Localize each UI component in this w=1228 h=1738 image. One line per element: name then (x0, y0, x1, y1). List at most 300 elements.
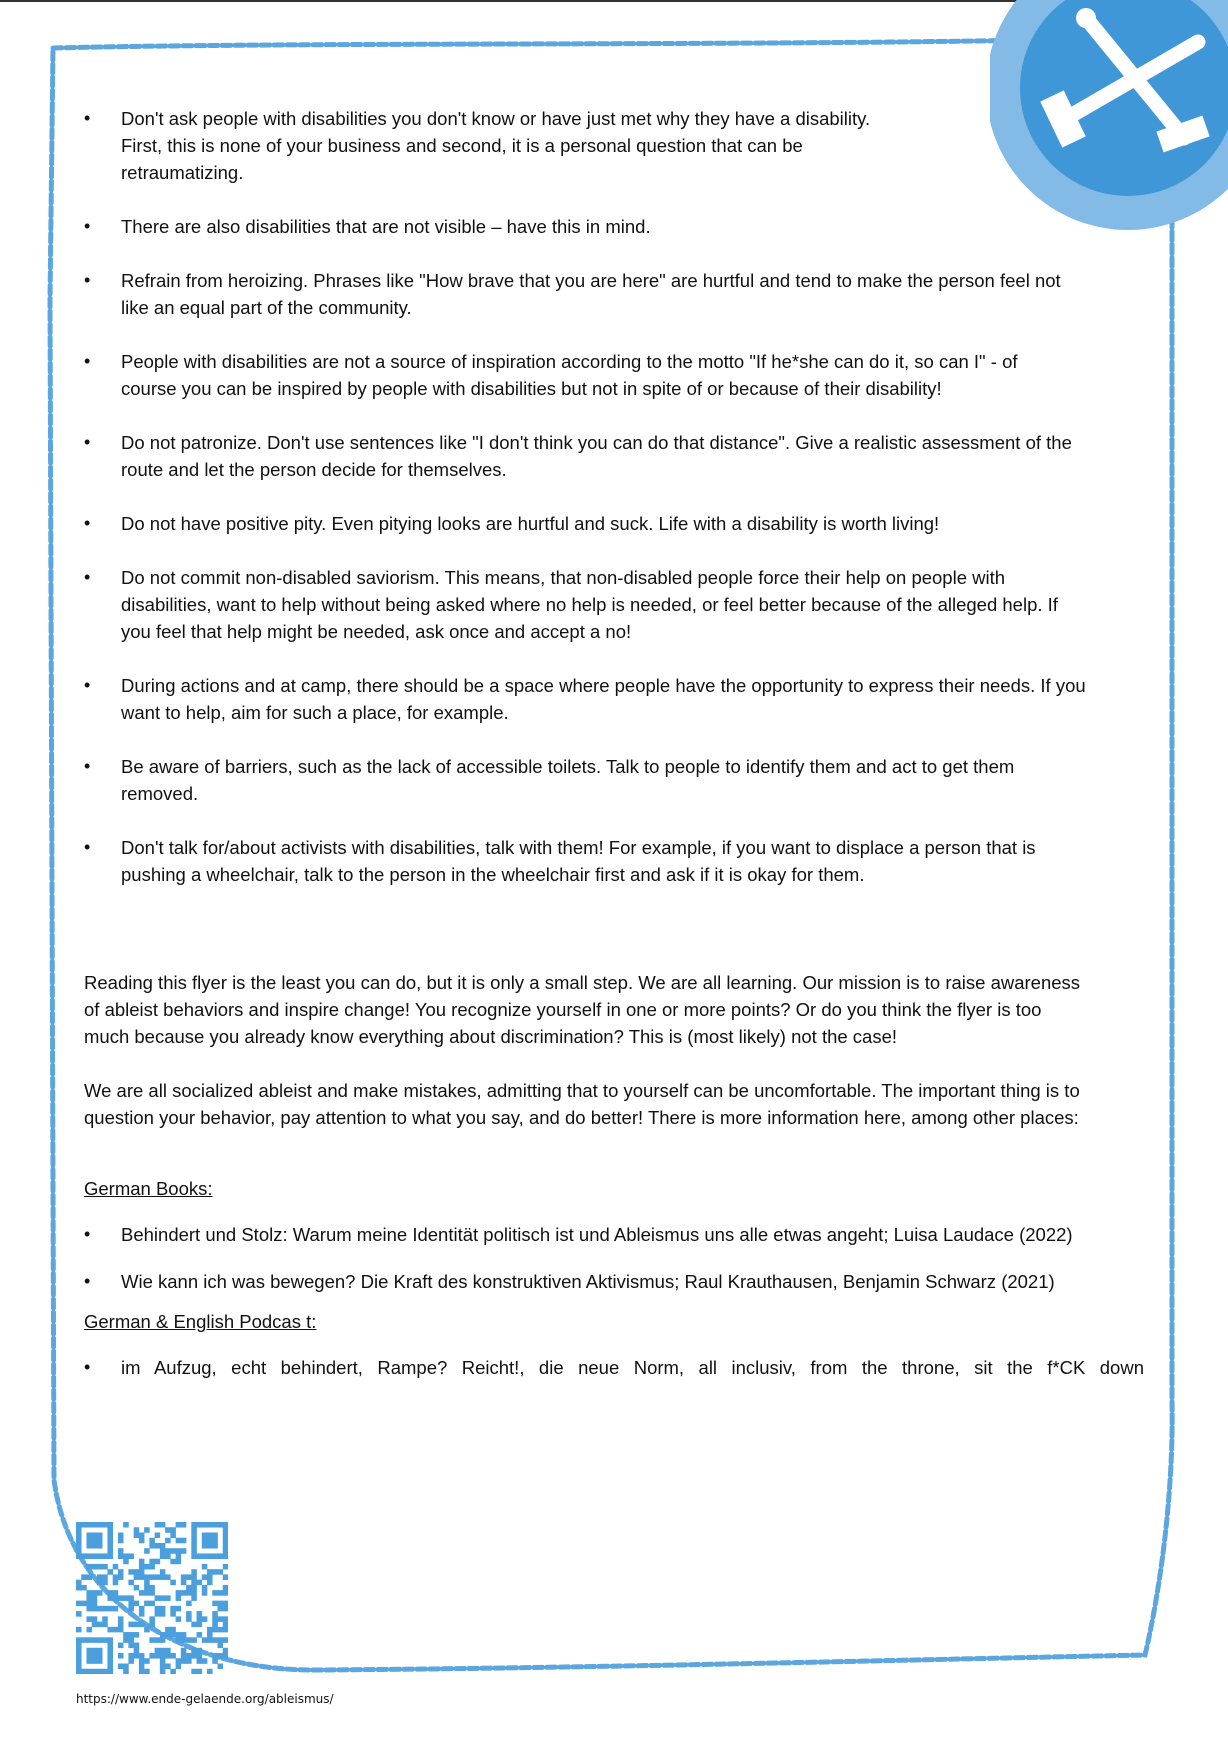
qr-module (223, 1606, 228, 1612)
qr-module (144, 1627, 150, 1633)
tip-line: pushing a wheelchair, talk to the person in the wheelchair first and ask if it is okay for them. (121, 864, 865, 885)
qr-module (128, 1658, 134, 1664)
qr-module (107, 1653, 113, 1659)
qr-module (76, 1627, 82, 1633)
closing-paragraph-2 (84, 1077, 1144, 1131)
podcasts-heading: German & English Podcas t: (84, 1311, 317, 1332)
qr-module (223, 1585, 228, 1591)
qr-module (207, 1637, 213, 1643)
qr-module (123, 1669, 129, 1674)
qr-module (144, 1574, 150, 1580)
qr-code[interactable] (76, 1522, 228, 1674)
qr-module (86, 1543, 92, 1549)
qr-module (76, 1538, 82, 1544)
tip-item (84, 564, 1144, 645)
qr-module (207, 1580, 213, 1586)
tip-line: First, this is none of your business and second, it is a personal question that can be (121, 135, 803, 156)
qr-module (86, 1595, 92, 1601)
qr-module (76, 1643, 82, 1649)
tip-line: • Do not commit non-disabled saviorism. This means, that non-disabled people force their help on people with (121, 567, 1006, 588)
qr-module (176, 1632, 182, 1638)
qr-module (170, 1653, 176, 1659)
qr-module (207, 1553, 213, 1559)
qr-module (76, 1553, 82, 1559)
qr-module (134, 1643, 140, 1649)
qr-module (155, 1653, 161, 1659)
qr-module (139, 1622, 145, 1628)
qr-module (107, 1553, 113, 1559)
qr-module (113, 1595, 119, 1601)
qr-module (165, 1527, 171, 1533)
qr-module (139, 1664, 145, 1670)
qr-module (118, 1569, 124, 1575)
qr-module (139, 1538, 145, 1544)
qr-module (186, 1601, 192, 1607)
qr-module (212, 1627, 218, 1633)
qr-module (212, 1622, 218, 1628)
qr-module (218, 1627, 224, 1633)
qr-module (176, 1538, 182, 1544)
qr-module (212, 1543, 218, 1549)
qr-module (170, 1559, 176, 1565)
qr-module (107, 1606, 113, 1612)
qr-module (76, 1580, 82, 1586)
qr-module (123, 1632, 129, 1638)
qr-module (176, 1664, 182, 1670)
qr-module (223, 1527, 228, 1533)
qr-module (134, 1532, 140, 1538)
qr-module (212, 1653, 218, 1659)
qr-module (165, 1553, 171, 1559)
qr-module (102, 1553, 108, 1559)
qr-module (202, 1574, 208, 1580)
qr-module (86, 1590, 92, 1596)
qr-module (92, 1616, 98, 1622)
qr-module (207, 1574, 213, 1580)
footer-url[interactable]: https://www.ende-gelaende.org/ableismus/ (76, 1692, 334, 1706)
qr-module (92, 1653, 98, 1659)
qr-module (212, 1658, 218, 1664)
qr-module (218, 1601, 224, 1607)
qr-module (223, 1553, 228, 1559)
qr-module (149, 1616, 155, 1622)
qr-module (107, 1548, 113, 1554)
qr-module (212, 1532, 218, 1538)
qr-module (218, 1653, 224, 1659)
qr-module (107, 1532, 113, 1538)
qr-module (128, 1569, 134, 1575)
qr-module (191, 1527, 197, 1533)
qr-module (128, 1622, 134, 1628)
qr-module (160, 1637, 166, 1643)
qr-module (223, 1543, 228, 1549)
qr-module (191, 1622, 197, 1628)
tip-line: • During actions and at camp, there should be a space where people have the opportunity to express their needs. If you (121, 675, 1086, 696)
qr-module (76, 1543, 82, 1549)
qr-module (191, 1574, 197, 1580)
qr-module (202, 1590, 208, 1596)
qr-module (81, 1522, 87, 1528)
qr-module (149, 1585, 155, 1591)
qr-module (128, 1580, 134, 1586)
qr-module (223, 1627, 228, 1633)
qr-module (202, 1585, 208, 1591)
qr-module (155, 1648, 161, 1654)
qr-module (76, 1669, 82, 1674)
qr-module (186, 1611, 192, 1617)
tip-item (84, 510, 1144, 537)
qr-module (197, 1611, 203, 1617)
qr-module (76, 1664, 82, 1670)
qr-module (218, 1643, 224, 1649)
qr-module (76, 1658, 82, 1664)
qr-module (181, 1522, 187, 1528)
qr-module (176, 1637, 182, 1643)
qr-module (144, 1580, 150, 1586)
qr-module (181, 1538, 187, 1544)
qr-module (218, 1569, 224, 1575)
qr-module (97, 1590, 103, 1596)
qr-module (128, 1595, 134, 1601)
qr-module (102, 1574, 108, 1580)
qr-module (197, 1658, 203, 1664)
tip-line: • People with disabilities are not a source of inspiration according to the motto "If he*she can do it, so can I" - of (121, 351, 1018, 372)
qr-module (202, 1538, 208, 1544)
qr-module (107, 1595, 113, 1601)
qr-module (181, 1653, 187, 1659)
qr-module (76, 1532, 82, 1538)
qr-module (181, 1548, 187, 1554)
closing-line: of ableist behaviors and inspire change! You recognize yourself in one or more points? Or do you think the flyer is too (84, 999, 1042, 1020)
qr-module (170, 1611, 176, 1617)
qr-module (97, 1553, 103, 1559)
qr-module (176, 1606, 182, 1612)
qr-module (86, 1637, 92, 1643)
qr-module (97, 1669, 103, 1674)
qr-module (139, 1669, 145, 1674)
qr-module (191, 1548, 197, 1554)
qr-module (81, 1585, 87, 1591)
qr-module (207, 1532, 213, 1538)
tip-item (84, 834, 1144, 888)
qr-module (176, 1553, 182, 1559)
qr-module (102, 1580, 108, 1586)
closing-line: question your behavior, pay attention to what you say, and do better! There is more information here, among other places: (84, 1107, 1079, 1128)
qr-module (191, 1543, 197, 1549)
qr-module (92, 1601, 98, 1607)
qr-module (212, 1590, 218, 1596)
qr-module (176, 1590, 182, 1596)
qr-module (128, 1632, 134, 1638)
qr-module (144, 1564, 150, 1570)
qr-module (86, 1606, 92, 1612)
qr-module (139, 1606, 145, 1612)
qr-module (118, 1574, 124, 1580)
qr-module (139, 1653, 145, 1659)
qr-module (102, 1616, 108, 1622)
qr-module (86, 1601, 92, 1607)
qr-module (218, 1616, 224, 1622)
tip-line: • Refrain from heroizing. Phrases like "How brave that you are here" are hurtful and tend to make the person feel not (121, 270, 1061, 291)
tip-item (84, 213, 1144, 240)
qr-module (134, 1574, 140, 1580)
qr-module (170, 1527, 176, 1533)
tip-item (84, 105, 1144, 186)
qr-module (144, 1548, 150, 1554)
qr-module (160, 1569, 166, 1575)
qr-module (165, 1653, 171, 1659)
qr-module (176, 1595, 182, 1601)
qr-module (212, 1611, 218, 1617)
qr-module (107, 1627, 113, 1633)
tips-list (84, 105, 1144, 888)
qr-module (107, 1669, 113, 1674)
books-list (84, 1221, 1144, 1295)
qr-module (223, 1637, 228, 1643)
qr-module (118, 1548, 124, 1554)
tip-line: like an equal part of the community. (121, 297, 412, 318)
tip-item (84, 753, 1144, 807)
qr-module (92, 1564, 98, 1570)
qr-module (92, 1658, 98, 1664)
qr-module (191, 1532, 197, 1538)
qr-module (149, 1601, 155, 1607)
tip-line: • Don't talk for/about activists with disabilities, talk with them! For example, if you want to displace a person that is (121, 837, 1036, 858)
qr-module (160, 1648, 166, 1654)
tip-line: removed. (121, 783, 199, 804)
qr-module (113, 1606, 119, 1612)
qr-module (86, 1658, 92, 1664)
qr-module (149, 1538, 155, 1544)
qr-module (149, 1559, 155, 1565)
qr-module (92, 1590, 98, 1596)
qr-module (170, 1669, 176, 1674)
qr-module (181, 1648, 187, 1654)
qr-module (97, 1543, 103, 1549)
qr-module (212, 1637, 218, 1643)
qr-module (102, 1564, 108, 1570)
qr-module (102, 1669, 108, 1674)
qr-module (160, 1543, 166, 1549)
qr-module (207, 1627, 213, 1633)
qr-module (155, 1606, 161, 1612)
qr-module (97, 1606, 103, 1612)
qr-module (197, 1669, 203, 1674)
qr-module (223, 1548, 228, 1554)
qr-module (139, 1574, 145, 1580)
tip-line: disabilities, want to help without being asked where no help is needed, or feel better because of the alleged help. If (121, 594, 1058, 615)
qr-module (197, 1653, 203, 1659)
qr-module (86, 1648, 92, 1654)
qr-module (107, 1643, 113, 1649)
qr-module (181, 1580, 187, 1586)
qr-module (197, 1632, 203, 1638)
qr-module (107, 1527, 113, 1533)
qr-module (118, 1595, 124, 1601)
qr-module (97, 1637, 103, 1643)
qr-module (149, 1564, 155, 1570)
qr-module (139, 1532, 145, 1538)
qr-module (191, 1580, 197, 1586)
qr-module (155, 1574, 161, 1580)
qr-module (144, 1585, 150, 1591)
qr-module (107, 1543, 113, 1549)
qr-module (212, 1569, 218, 1575)
qr-module (191, 1538, 197, 1544)
qr-module (155, 1611, 161, 1617)
qr-module (92, 1522, 98, 1528)
qr-module (223, 1574, 228, 1580)
qr-module (160, 1664, 166, 1670)
qr-module (181, 1632, 187, 1638)
qr-module (176, 1522, 182, 1528)
qr-module (81, 1601, 87, 1607)
qr-module (176, 1548, 182, 1554)
qr-module (118, 1538, 124, 1544)
qr-module (134, 1601, 140, 1607)
qr-module (155, 1559, 161, 1565)
qr-module (107, 1538, 113, 1544)
qr-module (92, 1669, 98, 1674)
qr-module (134, 1569, 140, 1575)
books-heading: German Books: (84, 1178, 213, 1199)
qr-module (202, 1532, 208, 1538)
qr-module (107, 1522, 113, 1528)
qr-module (160, 1548, 166, 1554)
qr-module (155, 1543, 161, 1549)
qr-module (212, 1616, 218, 1622)
qr-module (149, 1622, 155, 1628)
qr-module (223, 1653, 228, 1659)
qr-module (97, 1538, 103, 1544)
qr-module (107, 1648, 113, 1654)
tip-item (84, 429, 1144, 483)
qr-module (86, 1522, 92, 1528)
qr-module (223, 1622, 228, 1628)
qr-module (212, 1522, 218, 1528)
qr-module (191, 1585, 197, 1591)
tip-line: want to help, aim for such a place, for example. (121, 702, 509, 723)
qr-module (181, 1658, 187, 1664)
qr-module (160, 1632, 166, 1638)
qr-module (92, 1553, 98, 1559)
qr-module (218, 1664, 224, 1670)
qr-module (113, 1574, 119, 1580)
book-item: • Wie kann ich was bewegen? Die Kraft des konstruktiven Aktivismus; Raul Krauthausen, Benjamin Schwarz (2021) (84, 1268, 1144, 1295)
qr-module (186, 1574, 192, 1580)
qr-module (218, 1606, 224, 1612)
qr-module (97, 1648, 103, 1654)
qr-module (202, 1637, 208, 1643)
qr-module (86, 1627, 92, 1633)
qr-module (97, 1522, 103, 1528)
qr-module (212, 1601, 218, 1607)
qr-module (139, 1611, 145, 1617)
qr-module (191, 1637, 197, 1643)
tip-line: • Do not have positive pity. Even pitying looks are hurtful and suck. Life with a disability is worth living! (121, 513, 940, 534)
qr-module (223, 1616, 228, 1622)
qr-module (134, 1653, 140, 1659)
qr-module (160, 1606, 166, 1612)
qr-module (170, 1632, 176, 1638)
qr-module (86, 1653, 92, 1659)
qr-module (191, 1648, 197, 1654)
closing-line: We are all socialized ableist and make mistakes, admitting that to yourself can be uncomfortable. The important thing is to (84, 1080, 1080, 1101)
qr-module (202, 1553, 208, 1559)
qr-module (76, 1527, 82, 1533)
qr-module (160, 1669, 166, 1674)
qr-module (181, 1637, 187, 1643)
qr-module (191, 1522, 197, 1528)
tip-line: you feel that help might be needed, ask once and accept a no! (121, 621, 632, 642)
tip-line: course you can be inspired by people with disabilities but not in spite of or because of their disability! (121, 378, 942, 399)
qr-module (123, 1522, 129, 1528)
qr-module (202, 1658, 208, 1664)
qr-module (160, 1611, 166, 1617)
qr-module (123, 1553, 129, 1559)
qr-module (170, 1532, 176, 1538)
qr-module (118, 1616, 124, 1622)
qr-module (86, 1553, 92, 1559)
qr-module (128, 1653, 134, 1659)
qr-module (207, 1632, 213, 1638)
qr-module (81, 1669, 87, 1674)
qr-module (86, 1616, 92, 1622)
qr-module (134, 1527, 140, 1533)
qr-module (92, 1622, 98, 1628)
qr-module (113, 1580, 119, 1586)
qr-module (218, 1637, 224, 1643)
tip-line: • There are also disabilities that are not visible – have this in mind. (121, 216, 651, 237)
qr-module (202, 1543, 208, 1549)
qr-module (223, 1538, 228, 1544)
qr-module (191, 1595, 197, 1601)
qr-module (160, 1653, 166, 1659)
qr-module (81, 1553, 87, 1559)
qr-module (139, 1658, 145, 1664)
qr-module (223, 1601, 228, 1607)
qr-module (139, 1569, 145, 1575)
qr-module (176, 1559, 182, 1565)
tip-item (84, 672, 1144, 726)
qr-module (165, 1632, 171, 1638)
qr-module (144, 1658, 150, 1664)
qr-module (139, 1564, 145, 1570)
tip-line: • Don't ask people with disabilities you don't know or have just met why they have a disability. (121, 108, 871, 129)
qr-module (86, 1574, 92, 1580)
tip-line: retraumatizing. (121, 162, 244, 183)
qr-module (191, 1553, 197, 1559)
qr-module (81, 1574, 87, 1580)
qr-module (118, 1643, 124, 1649)
qr-module (76, 1653, 82, 1659)
qr-module (128, 1637, 134, 1643)
qr-module (149, 1543, 155, 1549)
qr-module (86, 1564, 92, 1570)
qr-module (223, 1564, 228, 1570)
qr-module (107, 1569, 113, 1575)
qr-module (92, 1532, 98, 1538)
qr-module (118, 1653, 124, 1659)
qr-module (197, 1616, 203, 1622)
qr-module (144, 1601, 150, 1607)
qr-module (102, 1522, 108, 1528)
qr-module (155, 1522, 161, 1528)
qr-module (155, 1637, 161, 1643)
qr-module (160, 1658, 166, 1664)
qr-module (102, 1622, 108, 1628)
qr-module (97, 1564, 103, 1570)
